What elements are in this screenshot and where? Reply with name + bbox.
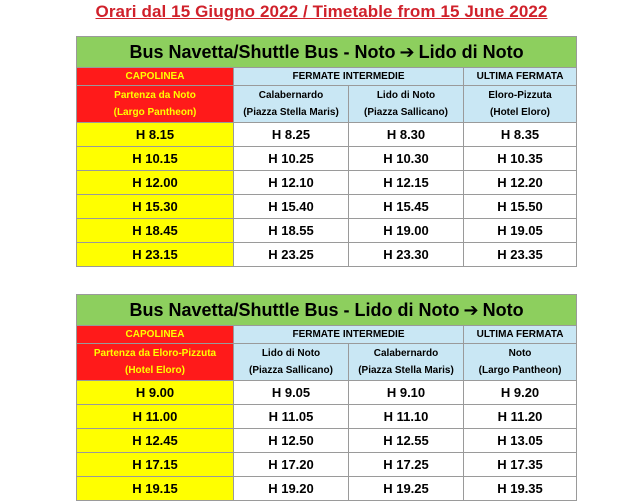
stop-name: Eloro-Pizzuta: [488, 90, 552, 101]
table-row: [77, 477, 577, 501]
stop-time: H 18.55: [234, 219, 349, 243]
stop-header: [464, 344, 577, 381]
stop-header: [349, 344, 464, 381]
departure-time: H 9.00: [77, 381, 234, 405]
stop-time: H 10.30: [349, 147, 464, 171]
departure-time: H 12.45: [77, 429, 234, 453]
stop-name: Partenza da Eloro-Pizzuta: [93, 348, 217, 359]
route-destination-label: Noto: [482, 299, 524, 320]
arrival-time: H 12.20: [464, 171, 577, 195]
arrival-time: H 9.20: [464, 381, 577, 405]
stop-time: H 12.10: [234, 171, 349, 195]
stop-time: H 10.25: [234, 147, 349, 171]
arrow-right-icon: ➔: [399, 41, 415, 62]
timetable-lido-to-noto: [76, 294, 577, 501]
arrival-time: H 23.35: [464, 243, 577, 267]
departure-time: H 17.15: [77, 453, 234, 477]
table-row: [77, 243, 577, 267]
stop-time: H 9.05: [234, 381, 349, 405]
stop-name: Partenza da Noto: [114, 90, 196, 101]
stop-header: [234, 86, 349, 123]
arrival-time: H 15.50: [464, 195, 577, 219]
arrival-time: H 11.20: [464, 405, 577, 429]
stop-location: (Hotel Eloro): [125, 365, 185, 376]
stop-name: Noto: [508, 348, 532, 359]
table-row: [77, 381, 577, 405]
stop-time: H 17.25: [349, 453, 464, 477]
stop-time: H 19.25: [349, 477, 464, 501]
stop-name: Calabernardo: [373, 348, 439, 359]
arrival-time: H 10.35: [464, 147, 577, 171]
departure-time: H 15.30: [77, 195, 234, 219]
stop-location: (Piazza Sallicano): [249, 365, 333, 376]
departure-time: H 18.45: [77, 219, 234, 243]
stop-header: [77, 86, 234, 123]
stop-location: (Largo Pantheon): [113, 107, 197, 118]
departure-time: H 23.15: [77, 243, 234, 267]
intermediate-stops-header: FERMATE INTERMEDIE: [234, 326, 464, 344]
stop-time: H 8.25: [234, 123, 349, 147]
stop-location: (Piazza Sallicano): [364, 107, 448, 118]
table-row: [77, 195, 577, 219]
arrival-time: H 8.35: [464, 123, 577, 147]
stop-name: Lido di Noto: [376, 90, 436, 101]
table-row: [77, 405, 577, 429]
timetable-noto-to-lido: [76, 36, 577, 267]
stop-name: Lido di Noto: [261, 348, 321, 359]
stop-time: H 17.20: [234, 453, 349, 477]
arrival-time: H 17.35: [464, 453, 577, 477]
table-row: [77, 453, 577, 477]
arrival-time: H 19.05: [464, 219, 577, 243]
stop-time: H 11.05: [234, 405, 349, 429]
departure-time: H 19.15: [77, 477, 234, 501]
table-row: [77, 123, 577, 147]
page-title: Orari dal 15 Giugno 2022 / Timetable from 15 June 2022: [95, 2, 548, 21]
table-row: [77, 219, 577, 243]
arrow-right-icon: ➔: [463, 299, 479, 320]
route-origin-label: Bus Navetta/Shuttle Bus - Lido di Noto: [129, 299, 460, 320]
stop-time: H 8.30: [349, 123, 464, 147]
stop-time: H 12.50: [234, 429, 349, 453]
route-destination-label: Lido di Noto: [418, 41, 524, 62]
stop-location: (Largo Pantheon): [478, 365, 562, 376]
last-stop-header: ULTIMA FERMATA: [464, 68, 577, 86]
stop-time: H 19.00: [349, 219, 464, 243]
stop-header: [77, 344, 234, 381]
departure-time: H 11.00: [77, 405, 234, 429]
stop-time: H 12.55: [349, 429, 464, 453]
stop-header: [464, 86, 577, 123]
arrival-time: H 19.35: [464, 477, 577, 501]
stop-header: [234, 344, 349, 381]
intermediate-stops-header: FERMATE INTERMEDIE: [234, 68, 464, 86]
table-row: [77, 171, 577, 195]
table-row: [77, 147, 577, 171]
departure-time: H 12.00: [77, 171, 234, 195]
stop-time: H 9.10: [349, 381, 464, 405]
stop-location: (Hotel Eloro): [490, 107, 551, 118]
stop-time: H 23.25: [234, 243, 349, 267]
capolinea-header: CAPOLINEA: [77, 326, 234, 344]
stop-time: H 15.45: [349, 195, 464, 219]
stop-time: H 19.20: [234, 477, 349, 501]
capolinea-header: CAPOLINEA: [77, 68, 234, 86]
route-origin-label: Bus Navetta/Shuttle Bus - Noto: [129, 41, 396, 62]
stop-header: [349, 86, 464, 123]
stop-time: H 11.10: [349, 405, 464, 429]
arrival-time: H 13.05: [464, 429, 577, 453]
timetable-title: [77, 295, 577, 326]
stop-location: (Piazza Stella Maris): [243, 107, 339, 118]
departure-time: H 8.15: [77, 123, 234, 147]
timetable-title: [77, 37, 577, 68]
stop-time: H 15.40: [234, 195, 349, 219]
stop-time: H 23.30: [349, 243, 464, 267]
stop-time: H 12.15: [349, 171, 464, 195]
stop-location: (Piazza Stella Maris): [358, 365, 454, 376]
last-stop-header: ULTIMA FERMATA: [464, 326, 577, 344]
stop-name: Calabernardo: [258, 90, 324, 101]
table-row: [77, 429, 577, 453]
departure-time: H 10.15: [77, 147, 234, 171]
